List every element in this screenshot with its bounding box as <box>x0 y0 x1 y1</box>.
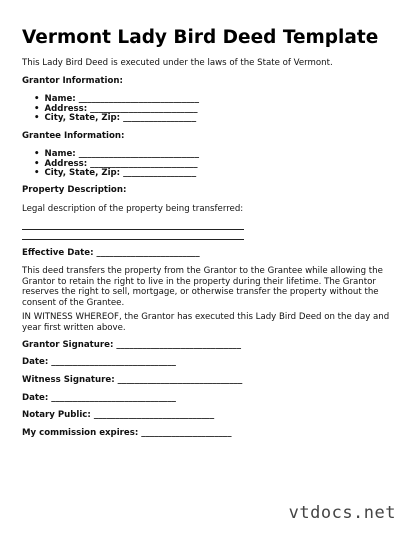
notary-public-field[interactable]: Notary Public: ____________________________ <box>22 410 215 420</box>
witness-signature-field[interactable]: Witness Signature: _____________________________ <box>22 375 243 385</box>
intro-text: This Lady Bird Deed is executed under the laws of the State of Vermont. <box>22 58 333 68</box>
property-heading: Property Description: <box>22 185 127 195</box>
legal-description-line-1[interactable] <box>22 229 244 230</box>
grantor-city-state-zip-field[interactable]: • City, State, Zip: _________________ <box>34 114 199 124</box>
site-watermark: vtdocs.net <box>288 503 396 523</box>
grantor-heading: Grantor Information: <box>22 76 123 86</box>
legal-description-line-2[interactable] <box>22 239 244 240</box>
legal-description-label: Legal description of the property being transferred: <box>22 204 244 214</box>
grantor-fields-list <box>34 95 199 124</box>
witness-paragraph: IN WITNESS WHEREOF, the Grantor has executed this Lady Bird Deed on the day and year first written above. <box>22 312 390 333</box>
grantee-city-state-zip-field[interactable]: • City, State, Zip: _________________ <box>34 169 199 179</box>
grantor-address-field[interactable]: • Address: _________________________ <box>34 105 199 115</box>
document-title: Vermont Lady Bird Deed Template <box>22 27 379 48</box>
grantee-name-field[interactable]: • Name: ____________________________ <box>34 150 199 160</box>
date-field-2[interactable]: Date: _____________________________ <box>22 393 176 403</box>
transfer-paragraph: This deed transfers the property from the Grantor to the Grantee while allowing the Grantor to retain the right to live in the property during their lifetime. The Grantor reserves the right to sell, mortgage, or otherwise transfer the property without the consent of the Grantee. <box>22 266 383 308</box>
effective-date-field[interactable]: Effective Date: ________________________ <box>22 248 200 258</box>
date-field-1[interactable]: Date: _____________________________ <box>22 357 176 367</box>
grantee-address-field[interactable]: • Address: _________________________ <box>34 160 199 170</box>
grantee-fields-list <box>34 150 199 179</box>
grantor-signature-field[interactable]: Grantor Signature: _____________________________ <box>22 340 241 350</box>
commission-expires-field[interactable]: My commission expires: _____________________ <box>22 428 232 438</box>
grantee-heading: Grantee Information: <box>22 131 125 141</box>
grantor-name-field[interactable]: • Name: ____________________________ <box>34 95 199 105</box>
